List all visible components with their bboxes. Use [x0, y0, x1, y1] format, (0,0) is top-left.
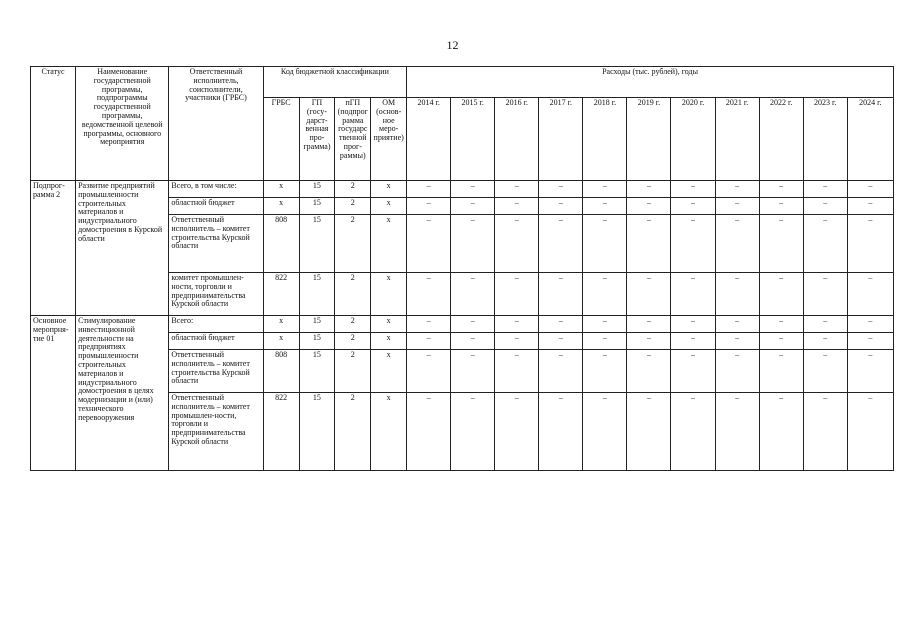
page-number: 12 — [446, 38, 459, 52]
header-year: 2019 г. — [627, 98, 671, 181]
table-row — [31, 181, 894, 198]
expense-value-cell: – — [715, 350, 759, 393]
gp-cell: 15 — [299, 181, 335, 198]
expense-value-cell: – — [847, 316, 893, 333]
header-year: 2016 г. — [495, 98, 539, 181]
expense-value-cell: – — [583, 198, 627, 215]
expense-value-cell: – — [407, 215, 451, 273]
header-year: 2021 г. — [715, 98, 759, 181]
expense-value-cell: – — [803, 333, 847, 350]
expense-value-cell: – — [715, 273, 759, 316]
om-cell: х — [371, 350, 407, 393]
expense-value-cell: – — [495, 350, 539, 393]
gp-cell: 15 — [299, 198, 335, 215]
header-executor: Ответственный исполнитель, соисполнители, участники (ГРБС) — [169, 67, 263, 181]
pgp-cell: 2 — [335, 350, 371, 393]
expense-value-cell: – — [847, 393, 893, 471]
om-cell: х — [371, 273, 407, 316]
om-cell: х — [371, 316, 407, 333]
expense-value-cell: – — [627, 181, 671, 198]
expense-value-cell: – — [627, 350, 671, 393]
header-year: 2024 г. — [847, 98, 893, 181]
header-pgp: пГП (подпрог рамма государс твенной прог-раммы) — [335, 98, 371, 181]
expense-value-cell: – — [759, 350, 803, 393]
expense-value-cell: – — [495, 316, 539, 333]
expense-value-cell: – — [671, 393, 715, 471]
expense-value-cell: – — [495, 333, 539, 350]
gp-cell: 15 — [299, 350, 335, 393]
expense-value-cell: – — [759, 181, 803, 198]
executor-cell: Ответственный исполнитель – комитет строительства Курской области — [169, 350, 263, 393]
section-name: Развитие предприятий промышленности строительных материалов и индустриального домостроения в Курской области — [76, 181, 169, 316]
expense-value-cell: – — [627, 333, 671, 350]
expense-value-cell: – — [539, 181, 583, 198]
pgp-cell: 2 — [335, 393, 371, 471]
header-year: 2022 г. — [759, 98, 803, 181]
expense-value-cell: – — [451, 181, 495, 198]
expense-value-cell: – — [715, 316, 759, 333]
expense-value-cell: – — [539, 215, 583, 273]
section-name: Стимулирование инвестиционной деятельности на предприятиях промышленности строительных материалов и индустриального домостроения в целях модернизации и (или) технического перевооружения — [76, 316, 169, 471]
gp-cell: 15 — [299, 316, 335, 333]
expense-value-cell: – — [671, 316, 715, 333]
pgp-cell: 2 — [335, 198, 371, 215]
expense-value-cell: – — [759, 215, 803, 273]
header-year: 2018 г. — [583, 98, 627, 181]
om-cell: х — [371, 333, 407, 350]
expense-value-cell: – — [583, 333, 627, 350]
expense-value-cell: – — [671, 273, 715, 316]
expense-value-cell: – — [759, 393, 803, 471]
expense-value-cell: – — [715, 198, 759, 215]
om-cell: х — [371, 215, 407, 273]
expense-value-cell: – — [715, 215, 759, 273]
expense-value-cell: – — [671, 198, 715, 215]
expense-value-cell: – — [759, 316, 803, 333]
expense-value-cell: – — [803, 273, 847, 316]
header-year: 2015 г. — [451, 98, 495, 181]
expense-value-cell: – — [759, 333, 803, 350]
expense-value-cell: – — [803, 181, 847, 198]
grbs-cell: х — [263, 181, 299, 198]
grbs-cell: х — [263, 198, 299, 215]
section-status: Основное меропрня-тие 01 — [31, 316, 76, 471]
expense-value-cell: – — [495, 393, 539, 471]
expense-value-cell: – — [671, 215, 715, 273]
pgp-cell: 2 — [335, 316, 371, 333]
header-status: Статус — [31, 67, 76, 181]
expense-value-cell: – — [847, 181, 893, 198]
expense-value-cell: – — [803, 350, 847, 393]
om-cell: х — [371, 198, 407, 215]
grbs-cell: 808 — [263, 215, 299, 273]
header-year: 2017 г. — [539, 98, 583, 181]
expense-value-cell: – — [583, 393, 627, 471]
header-om: ОМ (основ-ное меро-приятие) — [371, 98, 407, 181]
expense-value-cell: – — [539, 333, 583, 350]
gp-cell: 15 — [299, 215, 335, 273]
expense-value-cell: – — [583, 350, 627, 393]
expense-value-cell: – — [539, 198, 583, 215]
expense-value-cell: – — [759, 198, 803, 215]
header-year: 2020 г. — [671, 98, 715, 181]
grbs-cell: 822 — [263, 393, 299, 471]
expense-value-cell: – — [715, 333, 759, 350]
expense-value-cell: – — [451, 273, 495, 316]
expense-value-cell: – — [407, 273, 451, 316]
pgp-cell: 2 — [335, 273, 371, 316]
header-year: 2014 г. — [407, 98, 451, 181]
expense-value-cell: – — [495, 273, 539, 316]
table-row — [31, 316, 894, 333]
executor-cell: комитет промышлен-ности, торговли и предпринимательства Курской области — [169, 273, 263, 316]
header-gp: ГП (госу-дарст-венная про-грамма) — [299, 98, 335, 181]
grbs-cell: х — [263, 333, 299, 350]
executor-cell: Всего, в том числе: — [169, 181, 263, 198]
header-expenses: Расходы (тыс. рублей), годы — [407, 67, 894, 98]
expense-value-cell: – — [407, 181, 451, 198]
expense-value-cell: – — [451, 350, 495, 393]
expense-value-cell: – — [583, 316, 627, 333]
expense-value-cell: – — [671, 350, 715, 393]
expense-value-cell: – — [495, 198, 539, 215]
expense-value-cell: – — [539, 273, 583, 316]
expense-value-cell: – — [451, 198, 495, 215]
expense-value-cell: – — [583, 181, 627, 198]
expense-value-cell: – — [407, 333, 451, 350]
expense-value-cell: – — [583, 273, 627, 316]
expense-value-cell: – — [539, 316, 583, 333]
expense-value-cell: – — [847, 333, 893, 350]
pgp-cell: 2 — [335, 181, 371, 198]
gp-cell: 15 — [299, 393, 335, 471]
grbs-cell: х — [263, 316, 299, 333]
grbs-cell: 808 — [263, 350, 299, 393]
expense-value-cell: – — [847, 350, 893, 393]
expense-value-cell: – — [583, 215, 627, 273]
expense-value-cell: – — [539, 350, 583, 393]
expense-value-cell: – — [451, 215, 495, 273]
executor-cell: Ответственный исполнитель – комитет строительства Курской области — [169, 215, 263, 273]
expense-value-cell: – — [495, 215, 539, 273]
header-year: 2023 г. — [803, 98, 847, 181]
header-name: Наименование государственной программы, подпрограммы государственной программы, ведомственной целевой программы, основного мероприятия — [76, 67, 169, 181]
executor-cell: областной бюджет — [169, 333, 263, 350]
expense-value-cell: – — [495, 181, 539, 198]
gp-cell: 15 — [299, 333, 335, 350]
expense-value-cell: – — [803, 198, 847, 215]
gp-cell: 15 — [299, 273, 335, 316]
expense-value-cell: – — [803, 393, 847, 471]
pgp-cell: 2 — [335, 333, 371, 350]
expense-value-cell: – — [847, 215, 893, 273]
expense-value-cell: – — [671, 333, 715, 350]
pgp-cell: 2 — [335, 215, 371, 273]
expense-value-cell: – — [407, 316, 451, 333]
budget-table — [30, 66, 894, 471]
om-cell: х — [371, 181, 407, 198]
expense-value-cell: – — [803, 215, 847, 273]
expense-value-cell: – — [627, 316, 671, 333]
expense-value-cell: – — [451, 316, 495, 333]
expense-value-cell: – — [627, 198, 671, 215]
expense-value-cell: – — [539, 393, 583, 471]
header-grbs: ГРБС — [263, 98, 299, 181]
expense-value-cell: – — [627, 273, 671, 316]
expense-value-cell: – — [803, 316, 847, 333]
executor-cell: областной бюджет — [169, 198, 263, 215]
expense-value-cell: – — [407, 198, 451, 215]
executor-cell: Всего: — [169, 316, 263, 333]
expense-value-cell: – — [759, 273, 803, 316]
section-status: Подпрог-рамма 2 — [31, 181, 76, 316]
expense-value-cell: – — [847, 198, 893, 215]
expense-value-cell: – — [627, 393, 671, 471]
expense-value-cell: – — [451, 333, 495, 350]
expense-value-cell: – — [715, 393, 759, 471]
expense-value-cell: – — [407, 350, 451, 393]
expense-value-cell: – — [847, 273, 893, 316]
expense-value-cell: – — [451, 393, 495, 471]
expense-value-cell: – — [715, 181, 759, 198]
expense-value-cell: – — [407, 393, 451, 471]
expense-value-cell: – — [627, 215, 671, 273]
expense-value-cell: – — [671, 181, 715, 198]
grbs-cell: 822 — [263, 273, 299, 316]
executor-cell: Ответственный исполнитель – комитет промышлен-ности, торговли и предпринимательства Курской области — [169, 393, 263, 471]
om-cell: х — [371, 393, 407, 471]
header-bcc: Код бюджетной классификации — [263, 67, 406, 98]
